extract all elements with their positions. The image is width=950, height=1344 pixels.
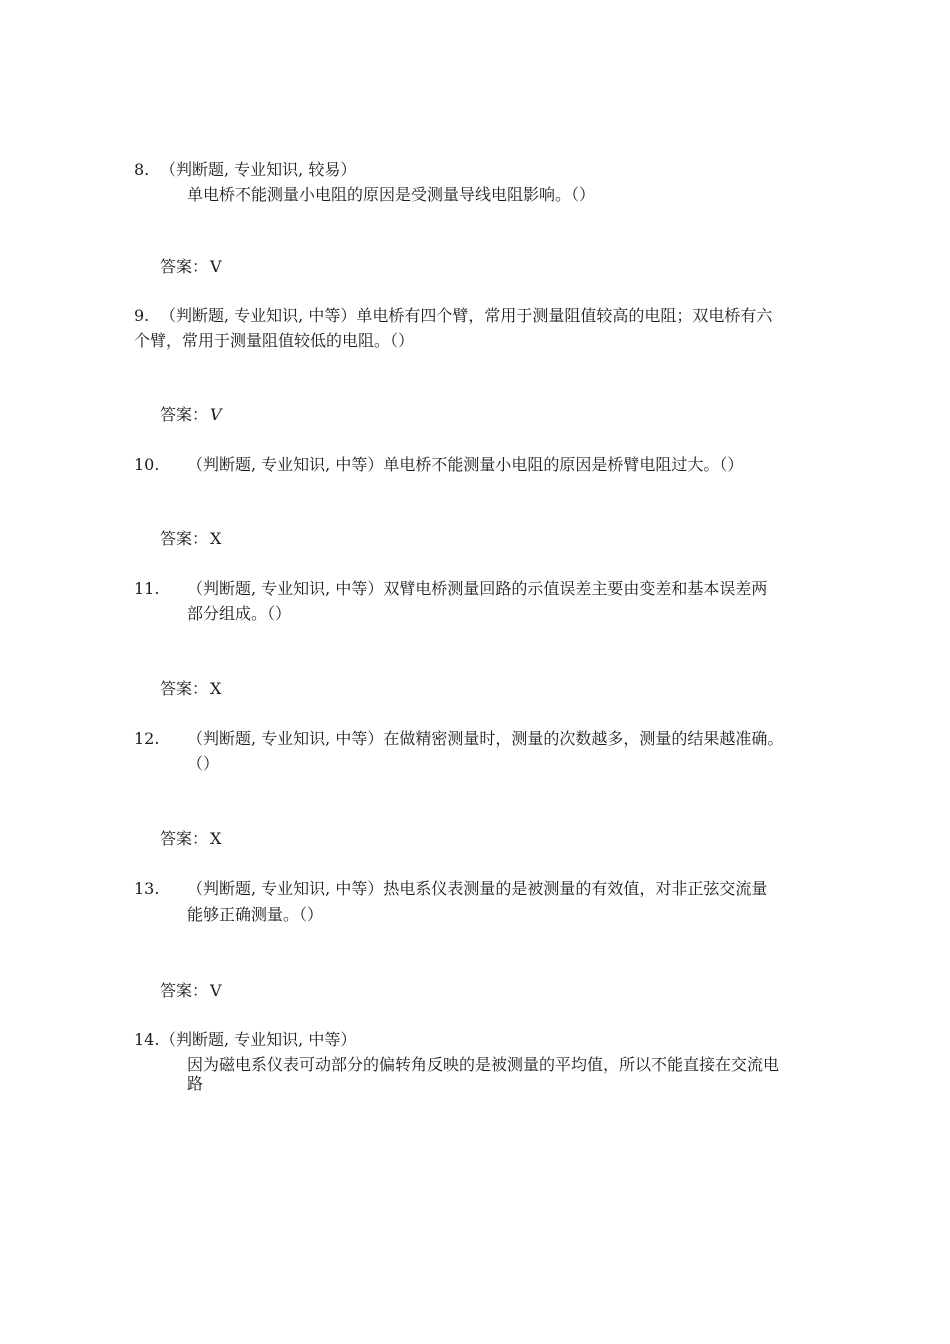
answer bbox=[160, 529, 221, 549]
question-text-continued: 路 bbox=[187, 1074, 204, 1093]
question-text-continued: 能够正确测量。（） bbox=[187, 905, 324, 924]
question-number: 12. bbox=[134, 729, 160, 748]
question-text: （判断题, 专业知识, 中等）单电桥不能测量小电阻的原因是桥臂电阻过大。（） bbox=[187, 455, 744, 474]
answer-value: V bbox=[210, 981, 222, 1000]
answer-value: X bbox=[210, 829, 222, 848]
question-text-continued: 部分组成。（） bbox=[187, 604, 292, 623]
question-text: 单电桥不能测量小电阻的原因是受测量导线电阻影响。（） bbox=[187, 185, 596, 204]
question-number: 13. bbox=[134, 879, 160, 898]
answer-value: X bbox=[210, 529, 222, 548]
question-number: 8. bbox=[134, 160, 150, 179]
answer-label: 答案： bbox=[160, 405, 209, 424]
question-text-continued: （） bbox=[187, 754, 220, 773]
answer-label: 答案： bbox=[160, 829, 209, 848]
answer-label: 答案： bbox=[160, 257, 209, 276]
answer bbox=[160, 829, 221, 849]
question-text: （判断题, 专业知识, 中等）双臂电桥测量回路的示值误差主要由变差和基本误差两 bbox=[187, 579, 768, 598]
question-header: （判断题, 专业知识, 中等） bbox=[160, 1030, 357, 1049]
answer-value: V bbox=[210, 257, 222, 276]
question-text: 因为磁电系仪表可动部分的偏转角反映的是被测量的平均值，所以不能直接在交流电 bbox=[187, 1055, 780, 1074]
question-text: （判断题, 专业知识, 中等）单电桥有四个臂，常用于测量阻值较高的电阻；双电桥有六 bbox=[160, 306, 773, 325]
question-number: 10. bbox=[134, 455, 160, 474]
answer-label: 答案： bbox=[160, 679, 209, 698]
answer bbox=[160, 679, 221, 699]
answer bbox=[160, 405, 222, 425]
question-text: （判断题, 专业知识, 中等）在做精密测量时，测量的次数越多，测量的结果越准确。 bbox=[187, 729, 784, 748]
answer bbox=[160, 981, 222, 1001]
answer-label: 答案： bbox=[160, 981, 209, 1000]
question-number: 9. bbox=[134, 306, 150, 325]
question-text-continued: 个臂，常用于测量阻值较低的电阻。（） bbox=[134, 331, 415, 350]
answer bbox=[160, 257, 222, 277]
answer-label: 答案： bbox=[160, 529, 209, 548]
answer-value: X bbox=[210, 679, 222, 698]
question-number: 14. bbox=[134, 1030, 160, 1049]
question-number: 11. bbox=[134, 579, 160, 598]
question-text: （判断题, 专业知识, 中等）热电系仪表测量的是被测量的有效值，对非正弦交流量 bbox=[187, 879, 768, 898]
question-header: （判断题, 专业知识, 较易） bbox=[160, 160, 357, 179]
answer-value: V bbox=[210, 405, 222, 424]
